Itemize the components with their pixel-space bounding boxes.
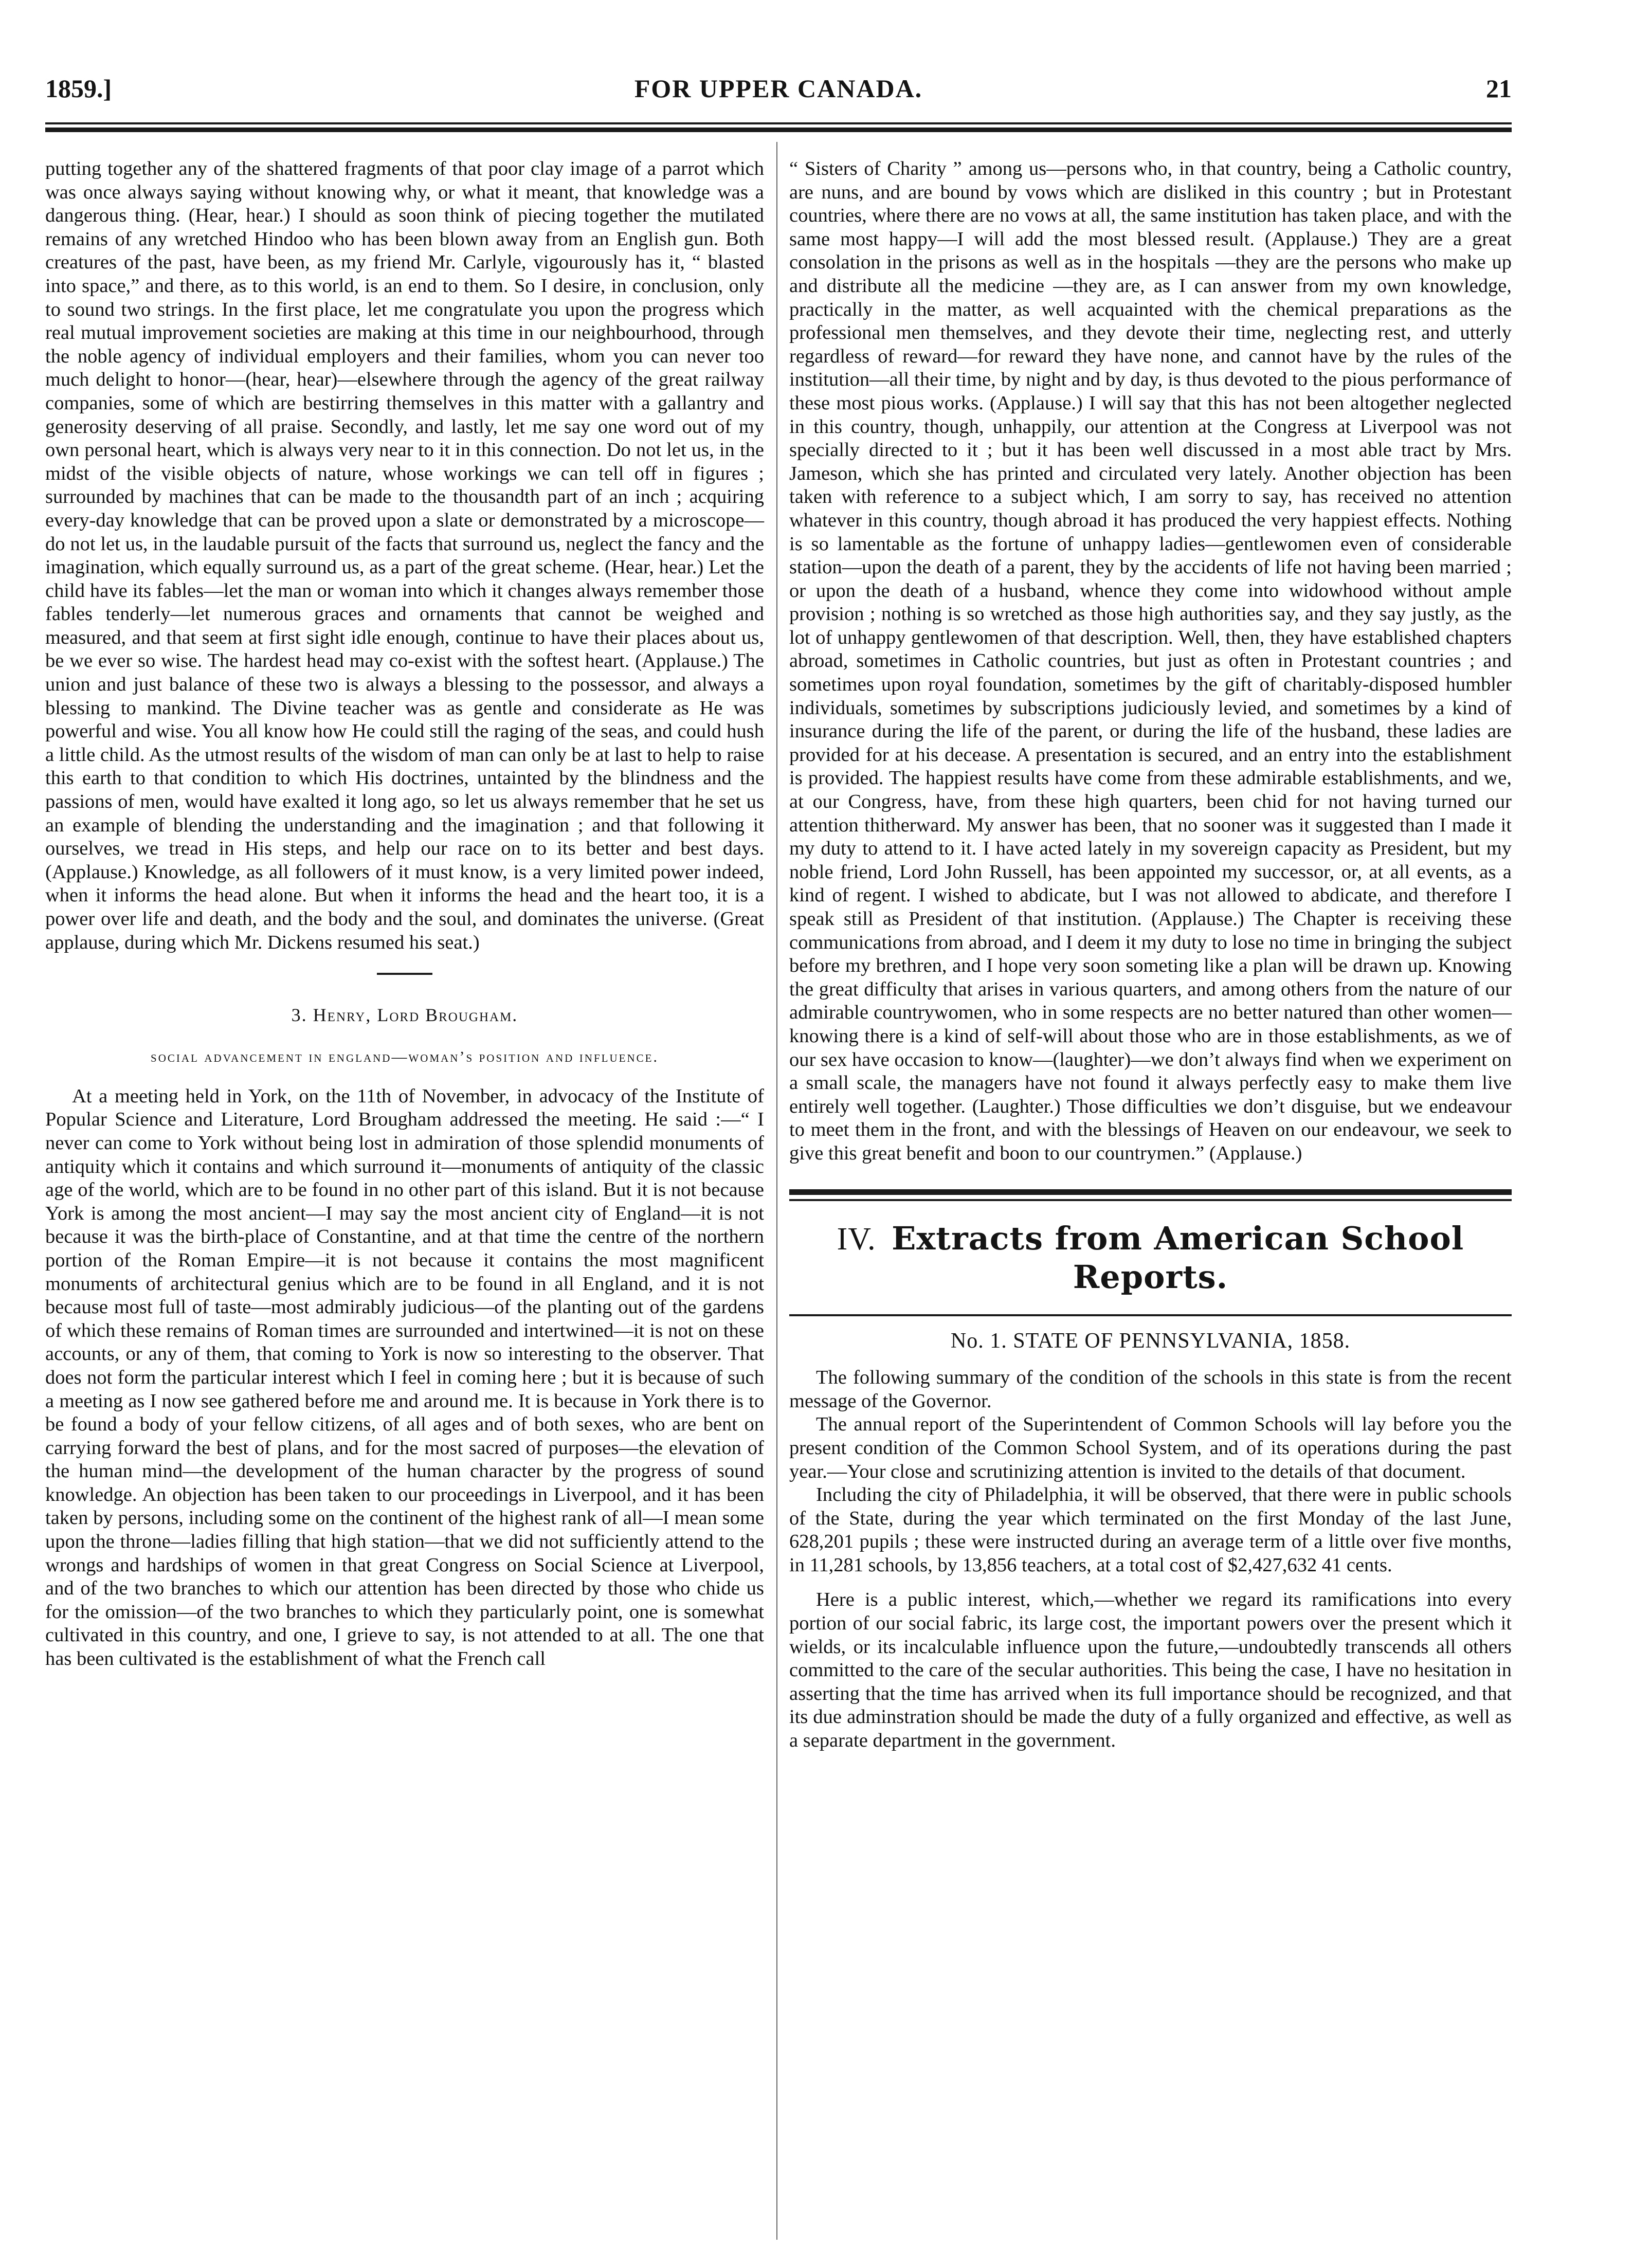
report-title: No. 1. STATE OF PENNSYLVANIA, 1858.: [950, 1329, 1351, 1353]
right-paragraph-3: The annual report of the Superintendent of Common Schools will lay before you the present condition of the Common School System, and of its operations during the past year.—Your close and scrutinizing attention is invited to the details of that document.: [789, 1413, 1512, 1482]
part-title: Extracts from American School Reports.: [892, 1219, 1464, 1296]
section-subtitle: social advancement in england—woman’s position and influence.: [151, 1048, 659, 1065]
part-heading: [789, 1220, 1512, 1297]
left-column: [45, 157, 764, 2209]
header-title: FOR UPPER CANADA.: [634, 74, 923, 103]
part-rule-thin: [789, 1199, 1512, 1201]
part-heading-rule: [789, 1314, 1512, 1316]
left-paragraph-1: putting together any of the shattered fragments of that poor clay image of a parrot which was once always saying without knowing why, or what it meant, that knowledge was a dangerous thing. (Hear, hear.) I should as soon think of piecing together the mutilated remains of any wretched Hindoo who has been blown away from an English gun. Both creatures of the past, have been, as my friend Mr. Carlyle, vigourously has it, “ blasted into space,” and there, as to this world, is an end to them. So I desire, in conclusion, only to sound two strings. In the first place, let me congratulate you upon the progress which real mutual improvement societies are making at this time in our neighbourhood, through the noble agency of individual employers and their families, whom you can never too much delight to honor—(hear, hear)—elsewhere through the agency of the great railway companies, some of which are bestirring themselves in this matter with a gallantry and generosity deserving of all praise. Secondly, and lastly, let me say one word out of my own personal heart, which is always very near to it in this connection. Do not let us, in the midst of the visible objects of nature, whose workings we can tell off in figures ; surrounded by machines that can be made to the thousandth part of an inch ; acquiring every-day knowledge that can be proved upon a slate or demonstrated by a microscope—do not let us, in the laudable pursuit of the facts that surround us, neglect the fancy and the imagination, which equally surround us, as a part of the great scheme. (Hear, hear.) Let the child have its fables—let the man or woman into which it changes always remember those fables tenderly—let numerous graces and ornaments that cannot be weighed and measured, and that seem at first sight idle enough, continue to have their places about us, be we ever so wise. The hardest head may co-exist with the softest heart. (Applause.) The union and just balance of these two is always a blessing to the possessor, and always a blessing to mankind. The Divine teacher was as gentle and considerate as He was powerful and wise. You all know how He could still the raging of the seas, and could hush a little child. As the utmost results of the wisdom of man can only be at last to help to raise this earth to that condition to which His doctrines, untainted by the blindness and the passions of men, would have exalted it long ago, so let us always remember that he set us an example of blending the understanding and the imagination ; and that following it ourselves, we tread in His steps, and help our race on to its better and best days. (Applause.) Knowledge, as all followers of it must know, is a very limited power indeed, when it informs the head alone. But when it informs the head and the heart too, it is a power over life and death, and the body and the soul, and dominates the universe. (Great applause, during which Mr. Dickens resumed his seat.): [45, 158, 764, 953]
part-rule-thick: [789, 1189, 1512, 1195]
right-paragraph-1: “ Sisters of Charity ” among us—persons who, in that country, being a Catholic country, are nuns, and are bound by vows which are disliked in this country ; but in Protestant countries, where there are no vows at all, the same institution has taken place, and with the same most happy—I will add the most blessed result. (Applause.) They are a great consolation in the prisons as well as in the hospitals —they are the persons who make up and distribute all the medicine —they are, as I can answer from my own knowledge, practically in the matter, as well acquainted with the chemical preparations as the professional men themselves, and they devote their time, neglecting rest, and utterly regardless of reward—for reward they have none, and cannot have by the rules of the institution—all their time, by night and by day, is thus devoted to the pious performance of these most pious works. (Applause.) I will say that this has not been altogether neglected in this country, though, unhappily, our attention at the Congress at Liverpool was not specially directed to it ; but it has been well discussed in a most able tract by Mrs. Jameson, which she has printed and circulated very lately. Another objection has been taken with reference to a subject which, I am sorry to say, has received no attention whatever in this country, though abroad it has produced the very happiest effects. Nothing is so lamentable as the fortune of unhappy ladies—gentlewomen even of considerable station—upon the death of a parent, they by the accidents of life not having been married ; or upon the death of a husband, whence they come into widowhood without ample provision ; nothing is so wretched as those high authorities say, and they say justly, as the lot of unhappy gentlewomen of that description. Well, then, they have established chapters abroad, sometimes in Catholic countries, but just as often in Protestant countries ; and sometimes upon royal foundation, sometimes by the gift of charitably-disposed humbler individuals, sometimes by subscriptions judiciously levied, and sometimes by a kind of insurance during the life of the parent, or during the life of the husband, these ladies are provided for at his decease. A presentation is secured, and an entry into the establishment is provided. The happiest results have come from these admirable establishments, and we, at our Congress, have, from these high quarters, been chid for not having turned our attention thitherward. My answer has been, that no sooner was it suggested than I made it my duty to attend to it. I have acted lately in my sovereign capacity as President, but my noble friend, Lord John Russell, has been appointed my successor, or, at all events, as a kind of regent. I wished to abdicate, but I was not allowed to abdicate, and therefore I speak still as President of that institution. (Applause.) The Chapter is receiving these communications from abroad, and I deem it my duty to lose no time in bringing the subject before my brethren, and I hope very soon someting like a plan will be drawn up. Knowing the great difficulty that arises in various quarters, and among others from the nature of our admirable countrywomen, who in some respects are no better natured than other women—knowing there is a kind of self-will about those who are in those establishments, as we of our sex have occasion to know—(laughter)—we don’t always find when we experiment on a small scale, the managers have not found it always perfectly easy to make them live entirely well together. (Laughter.) Those difficulties we don’t disguise, but we endeavour to meet them in the front, and with the blessings of Heaven on our endeavour, we seek to give this great benefit and boon to our countrymen.” (Applause.): [789, 158, 1512, 1164]
section-title: 3. Henry, Lord Brougham.: [291, 1005, 518, 1026]
header-year: 1859.]: [45, 74, 112, 103]
header-rule-bottom: [45, 128, 1512, 132]
left-paragraph-2: At a meeting held in York, on the 11th of November, in advocacy of the Institute of Popular Science and Literature, Lord Brougham addressed the meeting. He said :—“ I never can come to York without being lost in admiration of those splendid monuments of antiquity which it contains and which surround it—monuments of antiquity of the classic age of the world, which are to be found in no other part of this island. But it is not because York is among the most ancient—I may say the most ancient city of England—it is not because it was the birth-place of Constantine, and at that time the centre of the northern portion of the Roman Empire—it is not because it contains the most magnificent monuments of architectural genius which are to be found in all England, and it is not because most full of taste—most admirably judicious—of the planting out of the gardens of which these remains of Roman times are surrounded and intertwined—it is not on these accounts, or any of them, that coming to York is now so interesting to the observer. That does not form the particular interest which I feel in coming here ; but it is because of such a meeting as I now see gathered before me and around me. It is because in York there is to be found a body of your fellow citizens, of all ages and of both sexes, who are bent on carrying forward the best of plans, and for the most sacred of purposes—the elevation of the human mind—the development of the human character by the progress of sound knowledge. An objection has been taken to our proceedings in Liverpool, and it has been taken by persons, including some on the continent of the highest rank of all—I mean some upon the throne—ladies filling that high station—that we did not sufficiently attend to the wrongs and hardships of women in that great Congress on Social Science at Liverpool, and of the two branches to which our attention has been directed by those who chide us for the omission—of the two branches to which they particularly point, one is somewhat cultivated in this country, and one, I grieve to say, is not attended to at all. The one that has been cultivated is the establishment of what the French call: [45, 1085, 764, 1670]
section-separator: [377, 973, 432, 975]
right-paragraph-2: The following summary of the condition of the schools in this state is from the recent message of the Governor.: [789, 1367, 1512, 1412]
column-divider: [776, 142, 777, 2240]
page-header: [45, 66, 1512, 117]
page-number: 21: [1486, 74, 1512, 103]
header-rule-top: [45, 122, 1512, 124]
part-separator: [789, 1189, 1512, 1201]
right-paragraph-4: Including the city of Philadelphia, it will be observed, that there were in public schools of the State, during the year which terminated on the first Monday of the last June, 628,201 pupils ; these were instructed during an average term of a little over five months, in 11,281 schools, by 13,856 teachers, at a total cost of $2,427,632 41 cents.: [789, 1484, 1512, 1576]
part-number: IV.: [837, 1221, 876, 1257]
right-paragraph-5: Here is a public interest, which,—whether we regard its ramifications into every portion of our social fabric, its large cost, the important powers over the present which it wields, or its incalculable influence upon the future,—undoubtedly transcends all others committed to the care of the secular authorities. This being the case, I have no hesitation in asserting that the time has arrived when its full importance should be recognized, and that its due adminstration should be made the duty of a fully organized and effective, as well as a separate department in the government.: [789, 1589, 1512, 1752]
right-column: [789, 157, 1512, 2209]
